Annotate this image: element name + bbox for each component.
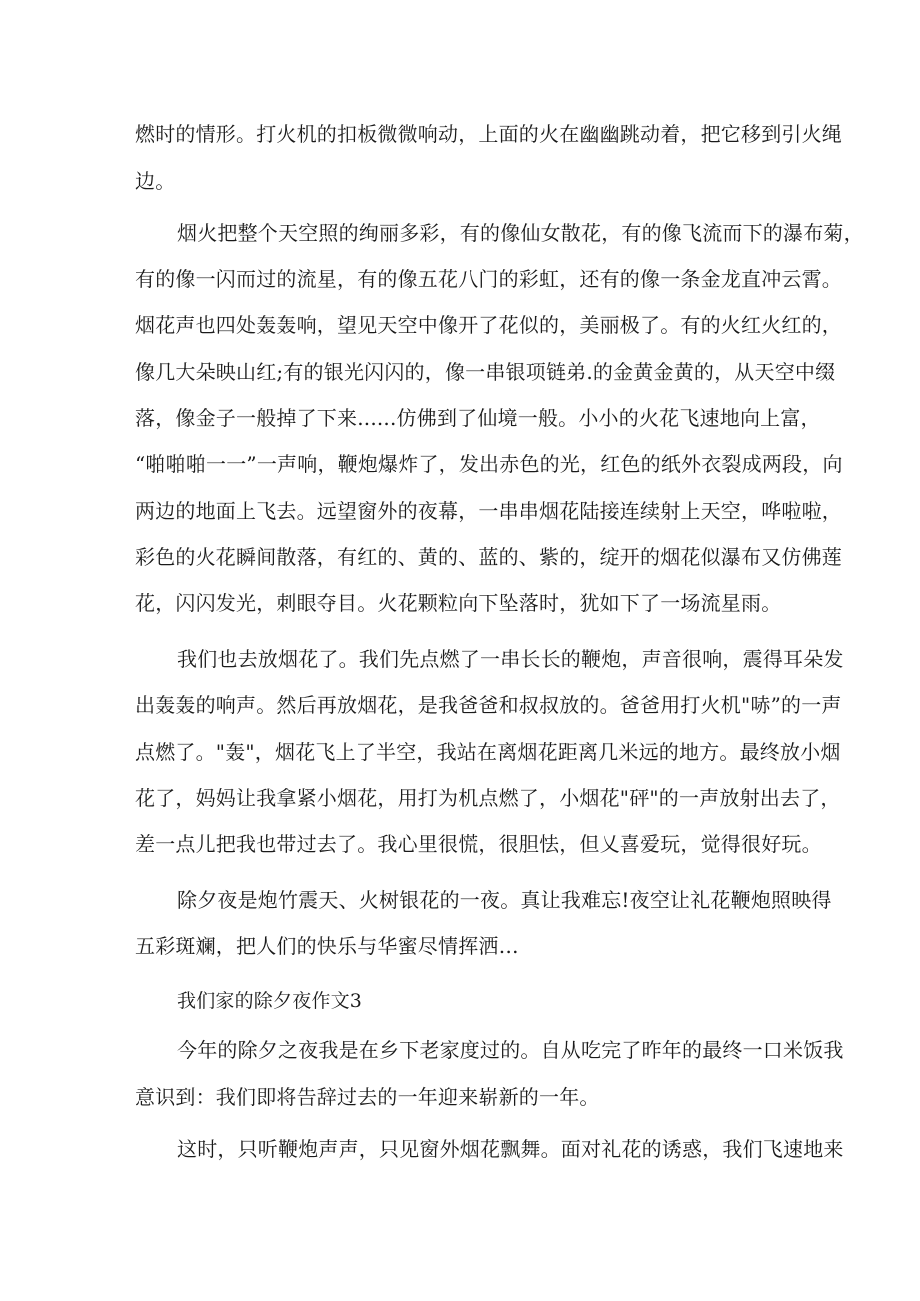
text-line: 出轰轰的响声。然后再放烟花，是我爸爸和叔叔放的。爸爸用打火机"哧”的一声: [135, 693, 842, 717]
paragraph-4-line-2: [0, 929, 920, 963]
text-line: 这时，只听鞭炮声声，只见窗外烟花飘舞。面对礼花的诱惑，我们飞速地来: [177, 1137, 844, 1161]
text-line: 花了，妈妈让我拿紧小烟花，用打为机点燃了，小烟花"砰"的一声放射出去了，: [135, 786, 841, 810]
paragraph-2-line-6: [0, 447, 920, 481]
text-line: 烟花声也四处轰轰响，望见天空中像开了花似的，美丽极了。有的火红火红的，: [135, 313, 842, 337]
paragraph-4-line-1: [0, 883, 920, 917]
text-line: 除夕夜是炮竹震天、火树银花的一夜。真让我难忘!夜空让礼花鞭炮照映得: [177, 888, 832, 912]
paragraph-7-line-1: [0, 1132, 920, 1166]
paragraph-1-line-1: [0, 117, 920, 151]
text-line: 落，像金子一般掉了下来......仿佛到了仙境一般。小小的火花飞速地向上富，: [135, 406, 821, 430]
paragraph-2-line-3: [0, 308, 920, 342]
paragraph-2-line-8: [0, 540, 920, 574]
text-line: 有的像一闪而过的流星，有的像五花八门的彩虹，还有的像一条金龙直冲云霄。: [135, 267, 842, 291]
text-line: 边。: [135, 169, 176, 193]
paragraph-2-line-1: [0, 216, 920, 250]
text-line: 两边的地面上飞去。远望窗外的夜幕，一串串烟花陆接连续射上天空，哗啦啦，: [135, 499, 842, 523]
paragraph-2-line-4: [0, 355, 920, 389]
text-line: 像几大朵映山红;有的银光闪闪的，像一串银项链弟.的金黄金黄的，从天空中缀: [135, 360, 836, 384]
text-line: 意识到：我们即将告辞过去的一年迎来崭新的一年。: [135, 1085, 600, 1109]
paragraph-2-line-7: [0, 494, 920, 528]
paragraph-2-line-2: [0, 262, 920, 296]
paragraph-2-line-9: [0, 586, 920, 620]
paragraph-6-line-2: [0, 1080, 920, 1114]
text-line: 五彩斑斓，把人们的快乐与华蜜尽情挥洒…: [135, 934, 519, 958]
text-line: 烟火把整个天空照的绚丽多彩，有的像仙女散花，有的像飞流而下的瀑布菊，: [177, 221, 864, 245]
paragraph-1-line-2: [0, 164, 920, 198]
paragraph-2-line-5: [0, 401, 920, 435]
paragraph-3-line-5: [0, 827, 920, 861]
text-line: “啪啪啪一一”一声响，鞭炮爆炸了，发出赤色的光，红色的纸外衣裂成两段，向: [135, 452, 843, 476]
text-line: 花，闪闪发光，刺眼夺目。火花颗粒向下坠落时，犹如下了一场流星雨。: [135, 591, 782, 615]
paragraph-6-line-1: [0, 1033, 920, 1067]
paragraph-3-line-4: [0, 781, 920, 815]
text-line: 差一点儿把我也带过去了。我心里很慌，很胆怯，但乂喜爱玩，觉得很好玩。: [135, 832, 822, 856]
text-line: 今年的除夕之夜我是在乡下老家度过的。自从吃完了昨年的最终一口米饭我: [177, 1038, 844, 1062]
paragraph-3-line-2: [0, 688, 920, 722]
section-heading: [0, 984, 920, 1018]
text-line: 彩色的火花瞬间散落，有红的、黄的、蓝的、紫的，绽开的烟花似瀑布又仿佛莲: [135, 545, 842, 569]
paragraph-3-line-3: [0, 735, 920, 769]
heading-text: 我们家的除夕夜作文3: [177, 990, 363, 1012]
text-line: 燃时的情形。打火机的扣板微微响动，上面的火在幽幽跳动着，把它移到引火绳: [135, 122, 842, 146]
paragraph-3-line-1: [0, 642, 920, 676]
text-line: 我们也去放烟花了。我们先点燃了一串长长的鞭炮，声音很响，震得耳朵发: [177, 647, 844, 671]
text-line: 点燃了。"轰"，烟花飞上了半空，我站在离烟花距离几米远的地方。最终放小烟: [135, 740, 841, 764]
